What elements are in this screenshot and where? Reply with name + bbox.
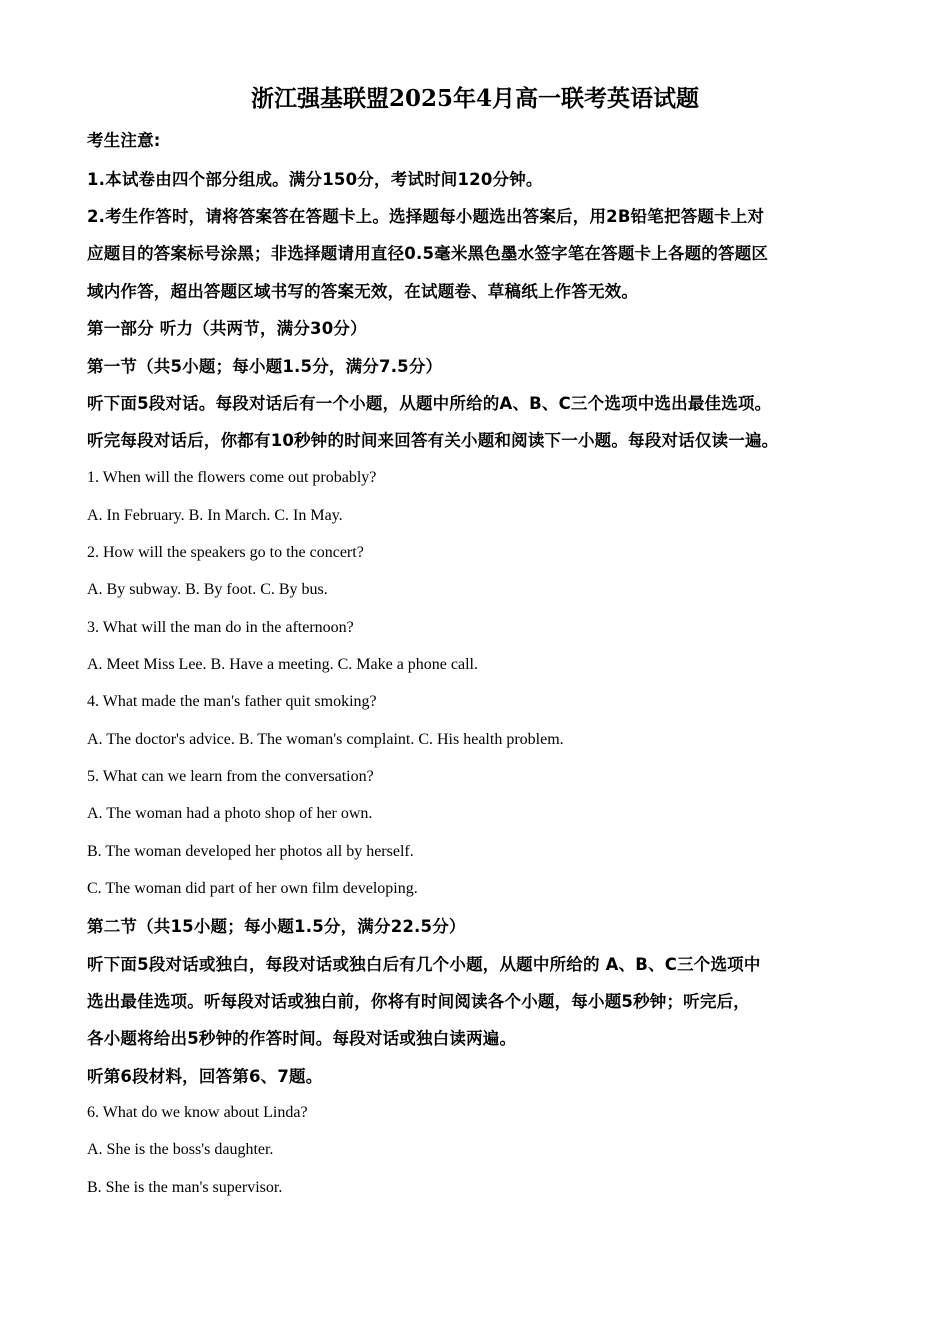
notice-item-1: 1.本试卷由四个部分组成。满分150分，考试时间120分钟。 (87, 170, 543, 189)
question-2: 2. How will the speakers go to the concert? (87, 544, 364, 561)
section2-instructions-line-2: 选出最佳选项。听每段对话或独白前，你将有时间阅读各个小题，每小题5秒钟；听完后， (87, 992, 750, 1011)
notice-item-2-line-2: 应题目的答案标号涂黑；非选择题请用直径0.5毫米黑色墨水签字笔在答题卡上各题的答题区 (87, 244, 769, 263)
question-6-option-b: B. She is the man's supervisor. (87, 1179, 283, 1196)
question-5-option-b: B. The woman developed her photos all by herself. (87, 843, 414, 860)
question-6: 6. What do we know about Linda? (87, 1104, 308, 1121)
notice-item-2-line-3: 域内作答，超出答题区域书写的答案无效，在试题卷、草稿纸上作答无效。 (87, 282, 639, 301)
question-2-options: A. By subway. B. By foot. C. By bus. (87, 581, 328, 598)
question-3: 3. What will the man do in the afternoon? (87, 619, 354, 636)
section1-heading: 第一节（共5小题；每小题1.5分，满分7.5分） (87, 357, 443, 376)
section2-instructions-line-3: 各小题将给出5秒钟的作答时间。每段对话或独白读两遍。 (87, 1029, 517, 1048)
question-6-option-a: A. She is the boss's daughter. (87, 1141, 274, 1158)
question-4-options: A. The doctor's advice. B. The woman's complaint. C. His health problem. (87, 731, 564, 748)
question-1: 1. When will the flowers come out probably? (87, 469, 377, 486)
section1-instructions-line-2: 听完每段对话后，你都有10秒钟的时间来回答有关小题和阅读下一小题。每段对话仅读一遍。 (87, 431, 779, 450)
question-5-option-a: A. The woman had a photo shop of her own. (87, 805, 373, 822)
notice-heading: 考生注意: (87, 131, 161, 150)
notice-item-2-line-1: 2.考生作答时，请将答案答在答题卡上。选择题每小题选出答案后，用2B铅笔把答题卡上对 (87, 207, 765, 226)
part1-heading: 第一部分 听力（共两节，满分30分） (87, 319, 367, 338)
question-1-options: A. In February. B. In March. C. In May. (87, 507, 343, 524)
exam-title: 浙江强基联盟2025年4月高一联考英语试题 (250, 85, 700, 112)
material-6-heading: 听第6段材料，回答第6、7题。 (87, 1067, 323, 1086)
section2-instructions-line-1: 听下面5段对话或独白，每段对话或独白后有几个小题，从题中所给的 A、B、C三个选项中 (87, 955, 761, 974)
section2-heading: 第二节（共15小题；每小题1.5分，满分22.5分） (87, 917, 466, 936)
question-5-option-c: C. The woman did part of her own film developing. (87, 880, 418, 897)
section1-instructions-line-1: 听下面5段对话。每段对话后有一个小题，从题中所给的A、B、C三个选项中选出最佳选项。 (87, 394, 772, 413)
question-3-options: A. Meet Miss Lee. B. Have a meeting. C. Make a phone call. (87, 656, 478, 673)
question-4: 4. What made the man's father quit smoking? (87, 693, 377, 710)
question-5: 5. What can we learn from the conversation? (87, 768, 374, 785)
